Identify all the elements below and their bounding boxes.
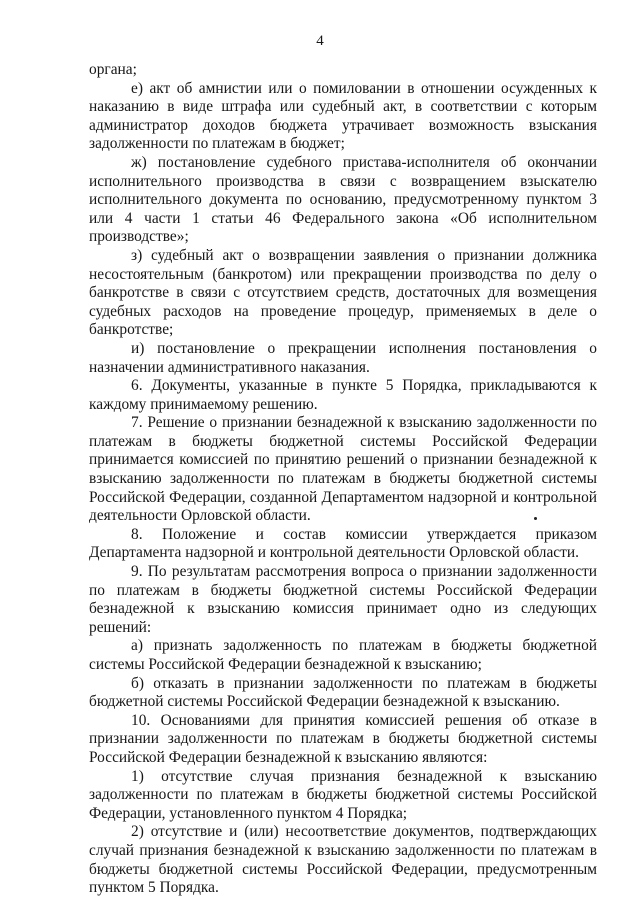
paragraph-9-item-b: б) отказать в признании задолженности по платежам в бюджеты бюджетной системы Российской Федерации безнадежной к взысканию. xyxy=(89,674,597,711)
paragraph-10: 10. Основаниями для принятия комиссией решения об отказе в признании задолженности по платежам в бюджеты бюджетной системы Российской Федерации безнадежной к взысканию являются: xyxy=(89,711,597,766)
page-number: 4 xyxy=(316,33,324,49)
paragraph-6: 6. Документы, указанные в пункте 5 Порядка, прикладываются к каждому принимаемому решению. xyxy=(89,377,597,413)
paragraph-item-i: и) постановление о прекращении исполнения постановления о назначении административного наказания. xyxy=(89,339,597,376)
paragraph-item-zh: ж) постановление судебного пристава-исполнителя об окончании исполнительного производства в связи с возвращением взыскателю исполнительного документа по основанию, предусмотренному пунктом 3 или 4 части 1 статьи 46 Федерального закона «Об исполнительном производстве»; xyxy=(89,153,597,246)
paragraph-10-item-2: 2) отсутствие и (или) несоответствие документов, подтверждающих случай признания безнадежной к взысканию задолженности по платежам в бюджеты бюджетной системы Российской Федерации, предусмотренным пунктом 5 Порядка. xyxy=(89,823,597,897)
paragraph-10-item-1: 1) отсутствие случая признания безнадежной к взысканию задолженности по платежам в бюджеты бюджетной системы Российской Федерации, установленного пунктом 4 Порядка; xyxy=(89,767,597,822)
paragraph-8: 8. Положение и состав комиссии утверждается приказом Департамента надзорной и контрольной деятельности Орловской области. xyxy=(89,525,597,562)
document-body xyxy=(89,61,597,898)
scan-speck xyxy=(534,517,537,520)
paragraph-organa-continuation: органа; xyxy=(89,61,137,78)
paragraph-item-e: е) акт об амнистии или о помиловании в отношении осужденных к наказанию в виде штрафа или судебный акт, в соответствии с которым администратор доходов бюджета утрачивает возможность взыскания задолженности по платежам в бюджет; xyxy=(89,79,597,153)
paragraph-9: 9. По результатам рассмотрения вопроса о признании задолженности по платежам в бюджеты бюджетной системы Российской Федерации безнадежной к взысканию комиссия принимает одно из следующих решений: xyxy=(89,563,597,636)
paragraph-9-item-a: а) признать задолженность по платежам в бюджеты бюджетной системы Российской Федерации безнадежной к взысканию; xyxy=(89,637,597,673)
paragraph-7: 7. Решение о признании безнадежной к взысканию задолженности по платежам в бюджеты бюджетной системы Российской Федерации принимается комиссией по принятию решений о признании безнадежной к взысканию задолженности по платежам в бюджеты бюджетной системы Российской Федерации, созданной Департаментом надзорной и контрольной деятельности Орловской области. xyxy=(89,414,597,525)
paragraph-item-z: з) судебный акт о возвращении заявления о признании должника несостоятельным (банкротом) или прекращении производства по делу о банкротстве в связи с отсутствием средств, достаточных для возмещения судебных расходов на проведение процедур, применяемых в деле о банкротстве; xyxy=(89,246,597,339)
